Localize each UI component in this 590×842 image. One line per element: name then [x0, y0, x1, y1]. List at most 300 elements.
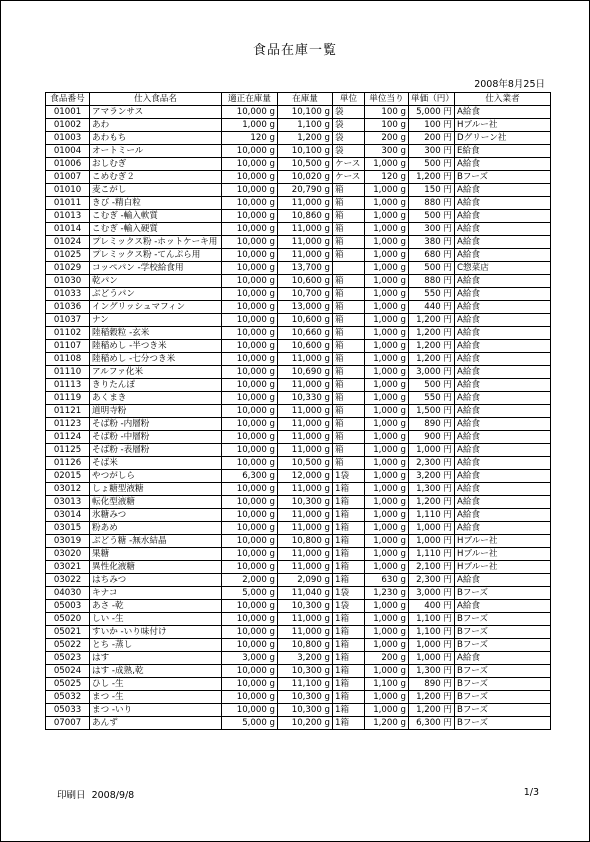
cell-supplier: A給食	[455, 483, 551, 496]
cell-per-unit: 1,000 g	[365, 340, 409, 353]
col-header-stock: 在庫量	[278, 93, 333, 106]
table-row	[46, 561, 551, 574]
cell-proper-stock: 10,000 g	[222, 691, 278, 704]
cell-stock: 11,000 g	[278, 379, 333, 392]
cell-food-id: 05020	[46, 613, 90, 626]
cell-food-name: 転化型液糖	[90, 496, 222, 509]
table-row	[46, 535, 551, 548]
table-body	[46, 106, 551, 730]
cell-unit-price: 3,000 円	[409, 366, 455, 379]
cell-food-name: プレミックス粉 -ホットケーキ用	[90, 236, 222, 249]
cell-per-unit: 120 g	[365, 171, 409, 184]
cell-stock: 10,330 g	[278, 392, 333, 405]
cell-food-id: 01002	[46, 119, 90, 132]
table-row	[46, 353, 551, 366]
cell-food-id: 03014	[46, 509, 90, 522]
cell-unit-price: 1,300 円	[409, 665, 455, 678]
table-row	[46, 665, 551, 678]
cell-unit-price: 5,000 円	[409, 106, 455, 119]
col-header-unit-price: 単価（円）	[409, 93, 455, 106]
cell-unit: 1箱	[333, 548, 365, 561]
cell-proper-stock: 10,000 g	[222, 444, 278, 457]
table-row	[46, 587, 551, 600]
cell-stock: 13,700 g	[278, 262, 333, 275]
cell-per-unit: 1,000 g	[365, 613, 409, 626]
cell-stock: 12,000 g	[278, 470, 333, 483]
cell-per-unit: 1,000 g	[365, 691, 409, 704]
cell-food-id: 01025	[46, 249, 90, 262]
cell-supplier: Bフーズ	[455, 691, 551, 704]
table-row	[46, 184, 551, 197]
table-row	[46, 288, 551, 301]
cell-unit-price: 500 円	[409, 210, 455, 223]
cell-stock: 11,100 g	[278, 678, 333, 691]
cell-food-id: 05033	[46, 704, 90, 717]
cell-food-id: 01113	[46, 379, 90, 392]
col-header-proper-stock: 適正在庫量	[222, 93, 278, 106]
cell-food-name: オートミール	[90, 145, 222, 158]
cell-unit: 箱	[333, 327, 365, 340]
table-row	[46, 392, 551, 405]
cell-food-id: 01014	[46, 223, 90, 236]
cell-supplier: A給食	[455, 288, 551, 301]
cell-food-name: はちみつ	[90, 574, 222, 587]
table-row	[46, 405, 551, 418]
cell-unit: 袋	[333, 119, 365, 132]
cell-food-id: 05003	[46, 600, 90, 613]
cell-unit-price: 1,200 円	[409, 496, 455, 509]
cell-food-id: 02015	[46, 470, 90, 483]
cell-unit: 箱	[333, 249, 365, 262]
cell-unit-price: 1,200 円	[409, 171, 455, 184]
cell-supplier: E給食	[455, 145, 551, 158]
cell-stock: 10,300 g	[278, 691, 333, 704]
cell-unit: 1箱	[333, 613, 365, 626]
cell-proper-stock: 120 g	[222, 132, 278, 145]
cell-unit: 袋	[333, 106, 365, 119]
cell-unit-price: 1,300 円	[409, 483, 455, 496]
table-row	[46, 444, 551, 457]
cell-unit-price: 1,500 円	[409, 405, 455, 418]
cell-unit: ケース	[333, 171, 365, 184]
table-row	[46, 197, 551, 210]
cell-stock: 11,000 g	[278, 548, 333, 561]
cell-unit-price: 1,200 円	[409, 353, 455, 366]
cell-proper-stock: 10,000 g	[222, 535, 278, 548]
cell-unit: 1箱	[333, 652, 365, 665]
cell-per-unit: 1,000 g	[365, 236, 409, 249]
table-row	[46, 457, 551, 470]
table-row	[46, 119, 551, 132]
cell-food-id: 05021	[46, 626, 90, 639]
table-row	[46, 509, 551, 522]
cell-per-unit: 300 g	[365, 145, 409, 158]
cell-unit-price: 2,300 円	[409, 457, 455, 470]
cell-per-unit: 1,000 g	[365, 249, 409, 262]
table-row	[46, 106, 551, 119]
cell-food-id: 05024	[46, 665, 90, 678]
cell-unit: 箱	[333, 184, 365, 197]
cell-food-name: とち -蒸し	[90, 639, 222, 652]
cell-food-id: 03015	[46, 522, 90, 535]
cell-per-unit: 1,000 g	[365, 158, 409, 171]
cell-per-unit: 1,000 g	[365, 665, 409, 678]
cell-unit-price: 300 円	[409, 223, 455, 236]
cell-food-name: すいか -いり味付け	[90, 626, 222, 639]
cell-food-id: 01124	[46, 431, 90, 444]
cell-food-id: 03021	[46, 561, 90, 574]
cell-proper-stock: 10,000 g	[222, 392, 278, 405]
cell-per-unit: 1,000 g	[365, 262, 409, 275]
cell-per-unit: 100 g	[365, 106, 409, 119]
cell-stock: 1,100 g	[278, 119, 333, 132]
cell-stock: 10,020 g	[278, 171, 333, 184]
cell-food-id: 01004	[46, 145, 90, 158]
cell-food-id: 05032	[46, 691, 90, 704]
cell-unit: 箱	[333, 353, 365, 366]
cell-per-unit: 1,000 g	[365, 431, 409, 444]
cell-stock: 10,300 g	[278, 496, 333, 509]
cell-unit-price: 1,100 円	[409, 626, 455, 639]
cell-per-unit: 1,000 g	[365, 561, 409, 574]
cell-supplier: A給食	[455, 522, 551, 535]
cell-unit: 1袋	[333, 587, 365, 600]
cell-supplier: Bフーズ	[455, 704, 551, 717]
table-row	[46, 626, 551, 639]
cell-proper-stock: 10,000 g	[222, 457, 278, 470]
cell-proper-stock: 10,000 g	[222, 262, 278, 275]
table-row	[46, 613, 551, 626]
cell-per-unit: 1,000 g	[365, 327, 409, 340]
cell-unit: 箱	[333, 379, 365, 392]
cell-food-id: 03012	[46, 483, 90, 496]
cell-per-unit: 1,000 g	[365, 483, 409, 496]
cell-proper-stock: 3,000 g	[222, 652, 278, 665]
cell-supplier: A給食	[455, 600, 551, 613]
cell-food-name: あんず	[90, 717, 222, 730]
cell-per-unit: 1,000 g	[365, 210, 409, 223]
cell-food-name: あわ	[90, 119, 222, 132]
cell-food-id: 01123	[46, 418, 90, 431]
cell-per-unit: 1,000 g	[365, 418, 409, 431]
cell-food-name: あくまき	[90, 392, 222, 405]
cell-supplier: A給食	[455, 106, 551, 119]
table-row	[46, 717, 551, 730]
cell-supplier: Bフーズ	[455, 639, 551, 652]
cell-unit: 1箱	[333, 691, 365, 704]
cell-stock: 10,600 g	[278, 314, 333, 327]
table-row	[46, 327, 551, 340]
cell-food-name: 氷糖みつ	[90, 509, 222, 522]
cell-food-name: やつがしら	[90, 470, 222, 483]
cell-supplier: A給食	[455, 223, 551, 236]
cell-unit-price: 1,200 円	[409, 314, 455, 327]
cell-per-unit: 1,000 g	[365, 353, 409, 366]
cell-food-id: 01121	[46, 405, 90, 418]
cell-unit: 1箱	[333, 665, 365, 678]
cell-proper-stock: 10,000 g	[222, 158, 278, 171]
table-row	[46, 418, 551, 431]
col-header-food-id: 食品番号	[46, 93, 90, 106]
cell-supplier: A給食	[455, 405, 551, 418]
cell-unit-price: 1,200 円	[409, 327, 455, 340]
cell-food-id: 01036	[46, 301, 90, 314]
cell-unit: ケース	[333, 158, 365, 171]
cell-food-name: あさ -乾	[90, 600, 222, 613]
cell-food-id: 01030	[46, 275, 90, 288]
cell-unit: 1箱	[333, 626, 365, 639]
cell-stock: 10,500 g	[278, 457, 333, 470]
cell-unit: 1箱	[333, 574, 365, 587]
col-header-per-unit: 単位当り	[365, 93, 409, 106]
cell-unit-price: 1,100 円	[409, 613, 455, 626]
cell-proper-stock: 10,000 g	[222, 665, 278, 678]
cell-per-unit: 200 g	[365, 132, 409, 145]
cell-unit-price: 900 円	[409, 431, 455, 444]
table-row	[46, 691, 551, 704]
cell-unit-price: 890 円	[409, 418, 455, 431]
cell-food-name: ぶどうパン	[90, 288, 222, 301]
cell-supplier: A給食	[455, 210, 551, 223]
cell-food-id: 05023	[46, 652, 90, 665]
cell-food-id: 01110	[46, 366, 90, 379]
cell-food-name: キナコ	[90, 587, 222, 600]
cell-food-name: こむぎ -輸入硬質	[90, 223, 222, 236]
cell-unit: 1袋	[333, 470, 365, 483]
table-row	[46, 275, 551, 288]
cell-supplier: A給食	[455, 470, 551, 483]
cell-proper-stock: 10,000 g	[222, 197, 278, 210]
cell-stock: 20,790 g	[278, 184, 333, 197]
cell-unit: 箱	[333, 340, 365, 353]
table-row	[46, 210, 551, 223]
cell-per-unit: 1,000 g	[365, 405, 409, 418]
cell-stock: 11,000 g	[278, 197, 333, 210]
cell-proper-stock: 10,000 g	[222, 340, 278, 353]
cell-food-id: 01006	[46, 158, 90, 171]
table-row	[46, 470, 551, 483]
cell-food-id: 01107	[46, 340, 90, 353]
cell-food-id: 01003	[46, 132, 90, 145]
cell-supplier: Hブルー社	[455, 561, 551, 574]
cell-proper-stock: 10,000 g	[222, 275, 278, 288]
cell-proper-stock: 10,000 g	[222, 613, 278, 626]
cell-food-name: ひし -生	[90, 678, 222, 691]
cell-food-id: 01125	[46, 444, 90, 457]
cell-food-name: 陸稲めし -七分つき米	[90, 353, 222, 366]
cell-unit: 箱	[333, 405, 365, 418]
cell-food-id: 01119	[46, 392, 90, 405]
cell-supplier: A給食	[455, 366, 551, 379]
cell-supplier: Dグリーン社	[455, 132, 551, 145]
cell-food-name: まつ -いり	[90, 704, 222, 717]
cell-per-unit: 1,000 g	[365, 223, 409, 236]
cell-food-name: アマランサス	[90, 106, 222, 119]
cell-per-unit: 1,200 g	[365, 717, 409, 730]
cell-proper-stock: 10,000 g	[222, 522, 278, 535]
inventory-table	[45, 92, 551, 730]
cell-unit-price: 3,000 円	[409, 587, 455, 600]
cell-per-unit: 100 g	[365, 119, 409, 132]
cell-supplier: Hブルー社	[455, 535, 551, 548]
cell-proper-stock: 10,000 g	[222, 678, 278, 691]
cell-proper-stock: 10,000 g	[222, 418, 278, 431]
cell-unit-price: 550 円	[409, 392, 455, 405]
cell-food-name: まつ -生	[90, 691, 222, 704]
cell-stock: 10,860 g	[278, 210, 333, 223]
cell-unit: 1箱	[333, 717, 365, 730]
table-row	[46, 340, 551, 353]
cell-stock: 10,800 g	[278, 535, 333, 548]
cell-unit-price: 100 円	[409, 119, 455, 132]
cell-food-name: 陸稲穀粒 -玄米	[90, 327, 222, 340]
cell-food-id: 01011	[46, 197, 90, 210]
table-row	[46, 223, 551, 236]
cell-food-name: 乾パン	[90, 275, 222, 288]
table-row	[46, 366, 551, 379]
cell-stock: 10,600 g	[278, 275, 333, 288]
cell-stock: 10,600 g	[278, 340, 333, 353]
table-row	[46, 483, 551, 496]
table-row	[46, 431, 551, 444]
cell-food-name: 異性化液糖	[90, 561, 222, 574]
cell-supplier: Bフーズ	[455, 171, 551, 184]
cell-stock: 3,200 g	[278, 652, 333, 665]
cell-per-unit: 1,000 g	[365, 600, 409, 613]
cell-unit: 箱	[333, 366, 365, 379]
page-number: 1/3	[523, 787, 539, 798]
cell-per-unit: 1,100 g	[365, 678, 409, 691]
cell-proper-stock: 10,000 g	[222, 145, 278, 158]
cell-food-name: 果糖	[90, 548, 222, 561]
cell-stock: 11,000 g	[278, 561, 333, 574]
cell-food-name: そば粉 -表層粉	[90, 444, 222, 457]
cell-unit-price: 880 円	[409, 275, 455, 288]
cell-per-unit: 1,000 g	[365, 314, 409, 327]
cell-food-id: 03022	[46, 574, 90, 587]
cell-unit: 箱	[333, 301, 365, 314]
cell-unit-price: 6,300 円	[409, 717, 455, 730]
cell-stock: 11,000 g	[278, 223, 333, 236]
cell-food-name: はす -成熟,乾	[90, 665, 222, 678]
table-row	[46, 314, 551, 327]
cell-food-name: こめむぎ２	[90, 171, 222, 184]
cell-food-name: きび -精白粒	[90, 197, 222, 210]
cell-proper-stock: 10,000 g	[222, 210, 278, 223]
cell-stock: 11,000 g	[278, 626, 333, 639]
cell-per-unit: 1,000 g	[365, 184, 409, 197]
cell-supplier: A給食	[455, 379, 551, 392]
cell-proper-stock: 10,000 g	[222, 483, 278, 496]
cell-unit-price: 1,110 円	[409, 509, 455, 522]
table-row	[46, 171, 551, 184]
cell-per-unit: 1,000 g	[365, 535, 409, 548]
cell-proper-stock: 10,000 g	[222, 509, 278, 522]
cell-per-unit: 1,000 g	[365, 444, 409, 457]
cell-unit-price: 500 円	[409, 379, 455, 392]
table-row	[46, 158, 551, 171]
cell-unit-price: 440 円	[409, 301, 455, 314]
cell-supplier: Bフーズ	[455, 613, 551, 626]
cell-stock: 13,000 g	[278, 301, 333, 314]
cell-unit-price: 1,000 円	[409, 522, 455, 535]
cell-stock: 11,000 g	[278, 431, 333, 444]
cell-supplier: A給食	[455, 496, 551, 509]
cell-supplier: A給食	[455, 249, 551, 262]
cell-unit: 箱	[333, 288, 365, 301]
table-header-row	[46, 93, 551, 106]
cell-stock: 11,000 g	[278, 405, 333, 418]
col-header-food-name: 仕入食品名	[90, 93, 222, 106]
cell-food-name: イングリッシュマフィン	[90, 301, 222, 314]
cell-supplier: A給食	[455, 275, 551, 288]
col-header-supplier: 仕入業者	[455, 93, 551, 106]
cell-stock: 1,200 g	[278, 132, 333, 145]
cell-per-unit: 1,000 g	[365, 301, 409, 314]
cell-supplier: Hブルー社	[455, 119, 551, 132]
cell-proper-stock: 10,000 g	[222, 223, 278, 236]
page-title: 食品在庫一覧	[252, 43, 337, 58]
cell-supplier: Hブルー社	[455, 548, 551, 561]
cell-unit-price: 1,110 円	[409, 548, 455, 561]
cell-stock: 11,000 g	[278, 236, 333, 249]
cell-proper-stock: 5,000 g	[222, 717, 278, 730]
cell-unit: 1箱	[333, 535, 365, 548]
table-row	[46, 132, 551, 145]
cell-unit-price: 2,100 円	[409, 561, 455, 574]
cell-unit: 箱	[333, 210, 365, 223]
cell-unit-price: 380 円	[409, 236, 455, 249]
cell-supplier: Bフーズ	[455, 678, 551, 691]
table-row	[46, 678, 551, 691]
cell-unit: 箱	[333, 457, 365, 470]
cell-unit-price: 680 円	[409, 249, 455, 262]
cell-supplier: Bフーズ	[455, 626, 551, 639]
cell-food-id: 01102	[46, 327, 90, 340]
cell-supplier: A給食	[455, 574, 551, 587]
cell-stock: 11,000 g	[278, 483, 333, 496]
cell-unit-price: 400 円	[409, 600, 455, 613]
cell-proper-stock: 1,000 g	[222, 119, 278, 132]
table-row	[46, 704, 551, 717]
table-row	[46, 639, 551, 652]
cell-per-unit: 1,000 g	[365, 470, 409, 483]
cell-proper-stock: 10,000 g	[222, 431, 278, 444]
cell-food-name: そば米	[90, 457, 222, 470]
cell-stock: 11,000 g	[278, 249, 333, 262]
cell-unit: 1箱	[333, 678, 365, 691]
cell-proper-stock: 5,000 g	[222, 587, 278, 600]
cell-food-name: アルファ化米	[90, 366, 222, 379]
cell-unit: 袋	[333, 132, 365, 145]
cell-stock: 11,000 g	[278, 444, 333, 457]
table-row	[46, 236, 551, 249]
cell-per-unit: 1,000 g	[365, 639, 409, 652]
cell-unit: 1箱	[333, 496, 365, 509]
cell-proper-stock: 10,000 g	[222, 379, 278, 392]
cell-food-name: ぶどう糖 -無水結晶	[90, 535, 222, 548]
cell-unit-price: 1,200 円	[409, 704, 455, 717]
cell-food-id: 07007	[46, 717, 90, 730]
cell-stock: 11,000 g	[278, 509, 333, 522]
cell-food-id: 03020	[46, 548, 90, 561]
cell-supplier: A給食	[455, 652, 551, 665]
cell-unit: 1袋	[333, 600, 365, 613]
cell-unit: 箱	[333, 197, 365, 210]
cell-supplier: A給食	[455, 184, 551, 197]
cell-food-id: 03019	[46, 535, 90, 548]
cell-unit: 箱	[333, 431, 365, 444]
